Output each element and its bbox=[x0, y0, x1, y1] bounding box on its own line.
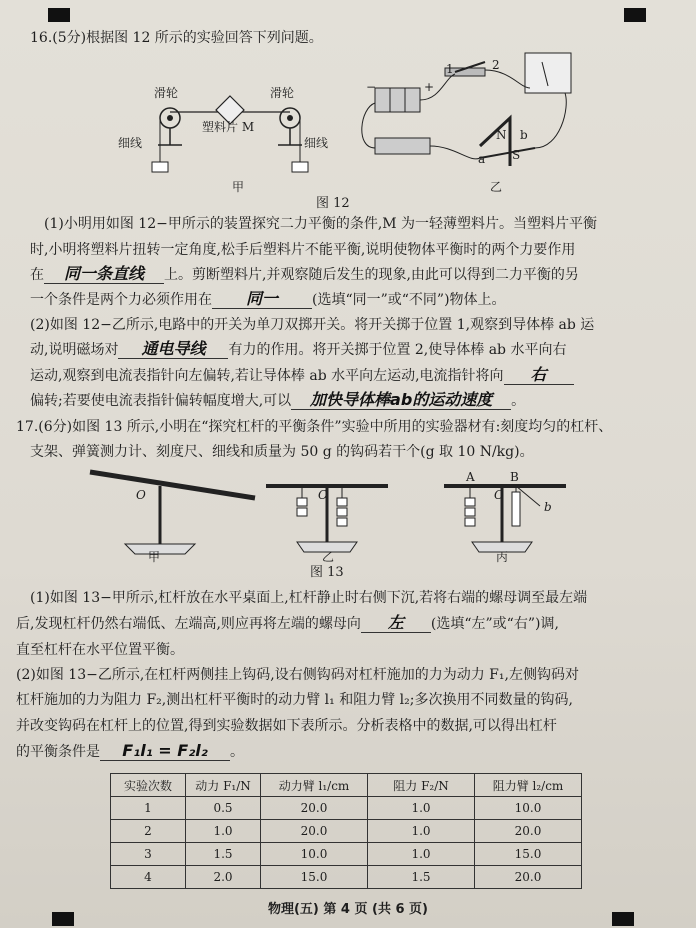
q17-line1: 17.(6分)如图 13 所示,小明在“探究杠杆的平衡条件”实验中所用的实验器材有:刻度均匀的杠杆、 bbox=[16, 419, 613, 435]
figure-13-c bbox=[440, 476, 570, 556]
page-footer: 物理(五) 第 4 页 (共 6 页) bbox=[267, 902, 428, 917]
fig12b-pos2: 2 bbox=[492, 58, 500, 72]
fig13c-small-b: b bbox=[544, 500, 552, 514]
table-header-cell: 阻力臂 l₂/cm bbox=[475, 774, 582, 797]
q17-p2-line2: 杠杆施加的力为阻力 F₂,测出杠杆平衡时的动力臂 l₁ 和阻力臂 l₂;多次换用不同数量的钩码, bbox=[16, 692, 573, 708]
table-cell: 10.0 bbox=[475, 797, 582, 820]
table-cell: 1 bbox=[111, 797, 186, 820]
figure-13-caption: 图 13 bbox=[310, 565, 344, 580]
fig12a-name: 甲 bbox=[232, 180, 245, 194]
q16-answer-5: 加快导体棒ab的运动速度 bbox=[291, 391, 511, 410]
fig12b-name: 乙 bbox=[490, 180, 503, 194]
q17-p2-line3: 并改变钩码在杠杆上的位置,得到实验数据如下表所示。分析表格中的数据,可以得出杠杆 bbox=[16, 718, 557, 734]
q17-p1-line2-b: (选填“左”或“右”)调, bbox=[430, 616, 559, 632]
fig12b-pole-s: S bbox=[512, 148, 521, 162]
q16-p1-line3-b: 上。剪断塑料片,并观察随后发生的现象,由此可以得到二力平衡的另 bbox=[164, 267, 579, 283]
fig13a-name: 甲 bbox=[148, 550, 161, 564]
registration-mark-top-right bbox=[624, 8, 646, 22]
q17-p2-line4-a: 的平衡条件是 bbox=[16, 744, 100, 760]
q16-p2-line2 bbox=[30, 340, 566, 360]
table-cell: 20.0 bbox=[261, 797, 368, 820]
table-cell: 15.0 bbox=[261, 866, 368, 889]
table-cell: 20.0 bbox=[261, 820, 368, 843]
q16-p2-line3 bbox=[30, 366, 574, 386]
fig12b-minus: − bbox=[366, 80, 377, 94]
fig12a-pulley-right-label: 滑轮 bbox=[270, 86, 295, 100]
table-cell: 1.0 bbox=[368, 797, 475, 820]
q17-p2-line1: (2)如图 13−乙所示,在杠杆两侧挂上钩码,设右侧钩码对杠杆施加的力为动力 F₁,左侧钩码对 bbox=[16, 667, 579, 683]
registration-mark-top-left bbox=[48, 8, 70, 22]
figure-13-a bbox=[80, 462, 260, 562]
table-cell: 3 bbox=[111, 843, 186, 866]
q17-p1-line3: 直至杠杆在水平位置平衡。 bbox=[16, 642, 184, 658]
fig13b-name: 乙 bbox=[322, 550, 335, 564]
fig12b-plus: + bbox=[424, 80, 435, 94]
table-cell: 1.5 bbox=[186, 843, 261, 866]
fig13a-pivot: O bbox=[136, 488, 146, 502]
fig12b-pole-n: N bbox=[496, 128, 507, 142]
table-cell: 0.5 bbox=[186, 797, 261, 820]
q16-p1-line4 bbox=[30, 290, 506, 310]
table-cell: 20.0 bbox=[475, 820, 582, 843]
table-header-row bbox=[111, 774, 582, 797]
q16-p2-line3-a: 运动,观察到电流表指针向左偏转,若让导体棒 ab 水平向左运动,电流指针将向 bbox=[30, 368, 504, 384]
q16-p2-line2-a: 动,说明磁场对 bbox=[30, 342, 119, 358]
fig13c-point-b: B bbox=[510, 470, 519, 484]
table-row bbox=[111, 797, 582, 820]
q17-line2: 支架、弹簧测力计、刻度尺、细线和质量为 50 g 的钩码若干个(g 取 10 N/kg)。 bbox=[30, 444, 534, 460]
q17-answer-1: 左 bbox=[361, 614, 431, 633]
table-header-cell: 动力 F₁/N bbox=[186, 774, 261, 797]
table-cell: 2 bbox=[111, 820, 186, 843]
figure-12-caption: 图 12 bbox=[316, 196, 350, 211]
table-header-cell: 阻力 F₂/N bbox=[368, 774, 475, 797]
q16-p1-line4-a: 一个条件是两个力必须作用在 bbox=[30, 292, 212, 308]
q17-p1-line2-a: 后,发现杠杆仍然右端低、左端高,则应再将左端的螺母向 bbox=[16, 616, 361, 632]
table-cell: 1.5 bbox=[368, 866, 475, 889]
q16-p1-line3 bbox=[30, 265, 579, 285]
lever-data-table bbox=[110, 773, 582, 889]
fig12a-string-right-label: 细线 bbox=[304, 136, 329, 150]
q16-title: 16.(5分)根据图 12 所示的实验回答下列问题。 bbox=[30, 30, 323, 46]
table-cell: 1.0 bbox=[368, 820, 475, 843]
fig13b-pivot: O bbox=[318, 488, 328, 502]
q16-p2-line2-b: 有力的作用。将开关掷于位置 2,使导体棒 ab 水平向右 bbox=[228, 342, 567, 358]
q17-p2-line4 bbox=[16, 742, 244, 762]
fig12a-card-label: 塑料片 M bbox=[202, 120, 255, 134]
table-cell: 2.0 bbox=[186, 866, 261, 889]
q16-p2-line4 bbox=[30, 391, 525, 411]
table-row bbox=[111, 820, 582, 843]
table-header-cell: 动力臂 l₁/cm bbox=[261, 774, 368, 797]
figure-12-b bbox=[360, 48, 590, 198]
q16-p1-line2: 时,小明将塑料片扭转一定角度,松手后塑料片不能平衡,说明使物体平衡时的两个力要作用 bbox=[30, 242, 576, 258]
q16-answer-4: 右 bbox=[504, 366, 574, 385]
q16-answer-2: 同一 bbox=[212, 290, 312, 309]
fig12b-pos1: 1 bbox=[446, 62, 454, 76]
table-header-cell: 实验次数 bbox=[111, 774, 186, 797]
q17-p1-line2 bbox=[16, 614, 559, 634]
fig13c-pivot: O bbox=[494, 488, 504, 502]
fig12b-rod-b: b bbox=[520, 128, 528, 142]
table-row bbox=[111, 843, 582, 866]
table-cell: 15.0 bbox=[475, 843, 582, 866]
fig13c-point-a: A bbox=[466, 470, 475, 484]
q16-p2-line1: (2)如图 12−乙所示,电路中的开关为单刀双掷开关。将开关掷于位置 1,观察到导体棒 ab 运 bbox=[30, 317, 595, 333]
q16-p1-line4-b: (选填“同一”或“不同”)物体上。 bbox=[312, 292, 506, 308]
q17-p1-line1: (1)如图 13−甲所示,杠杆放在水平桌面上,杠杆静止时右侧下沉,若将右端的螺母调至最左端 bbox=[30, 590, 588, 606]
q16-answer-3: 通电导线 bbox=[118, 340, 228, 359]
table-cell: 10.0 bbox=[261, 843, 368, 866]
q16-p2-line4-a: 偏转;若要使电流表指针偏转幅度增大,可以 bbox=[30, 393, 292, 409]
q16-p1-line3-a: 在 bbox=[30, 267, 44, 283]
q17-answer-2: F₁l₁ = F₂l₂ bbox=[100, 742, 230, 761]
q16-answer-1: 同一条直线 bbox=[44, 265, 164, 284]
table-row bbox=[111, 866, 582, 889]
table-cell: 4 bbox=[111, 866, 186, 889]
fig12a-pulley-left-label: 滑轮 bbox=[154, 86, 179, 100]
q16-p1-line1: (1)小明用如图 12−甲所示的装置探究二力平衡的条件,M 为一轻薄塑料片。当塑料片平衡 bbox=[44, 216, 598, 232]
fig12b-rod-a: a bbox=[478, 152, 486, 166]
fig12a-string-left-label: 细线 bbox=[118, 136, 143, 150]
q17-p2-line4-b: 。 bbox=[230, 744, 244, 760]
fig13c-name: 丙 bbox=[496, 550, 509, 564]
table-cell: 1.0 bbox=[368, 843, 475, 866]
table-cell: 1.0 bbox=[186, 820, 261, 843]
table-cell: 20.0 bbox=[475, 866, 582, 889]
q16-p2-line4-b: 。 bbox=[511, 393, 526, 409]
